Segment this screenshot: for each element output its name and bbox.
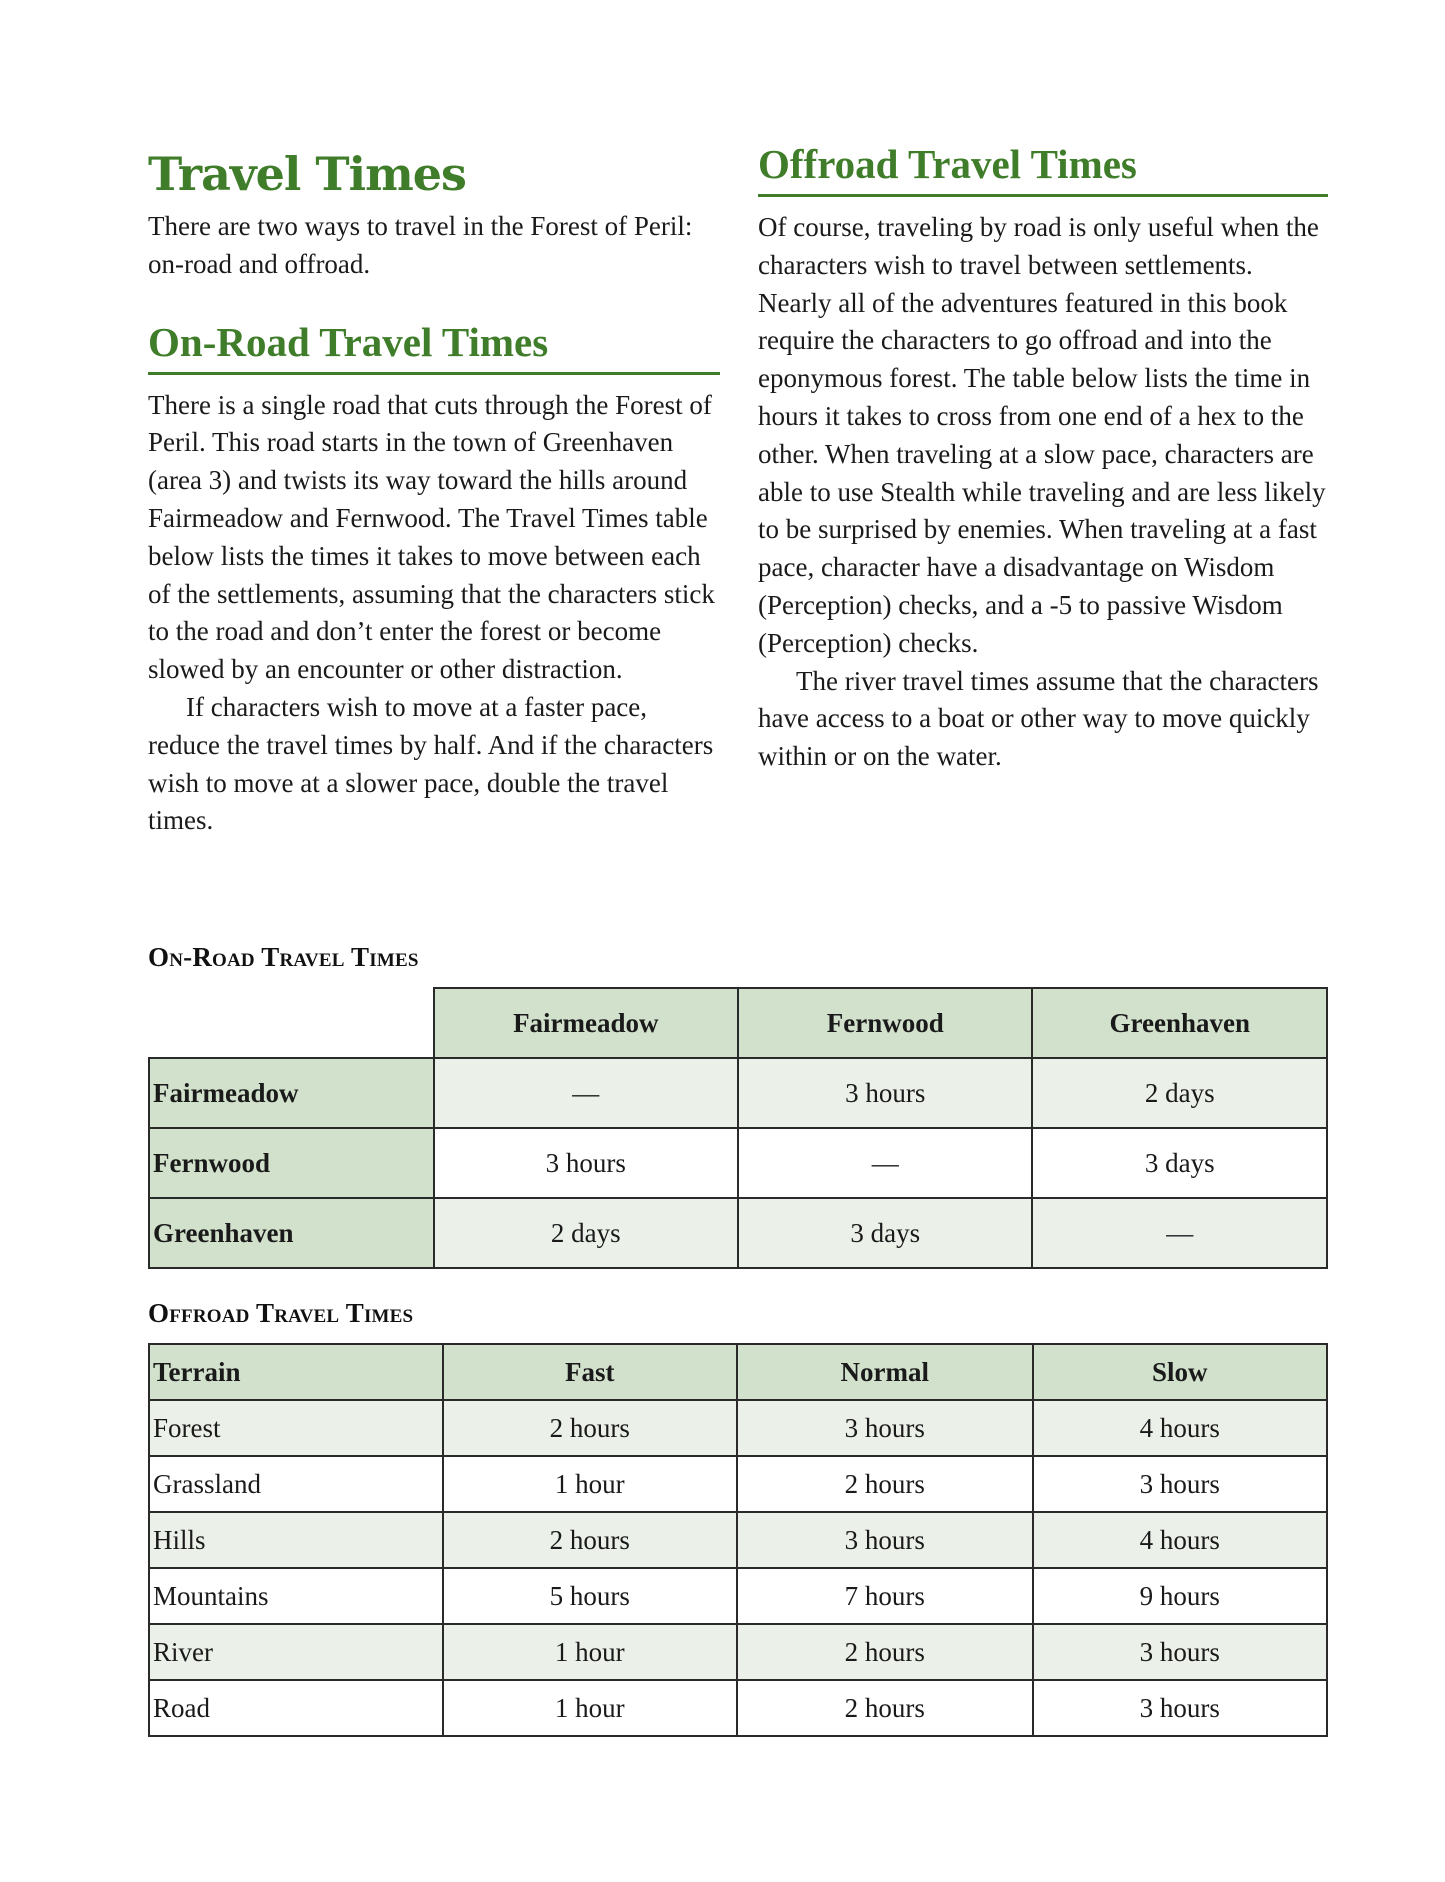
table-cell: 9 hours [1033,1568,1327,1624]
table-cell: 2 hours [737,1680,1033,1736]
table-cell: 5 hours [443,1568,737,1624]
table-cell: 3 days [1032,1128,1327,1198]
table-row [149,1198,1327,1268]
terrain-cell: Mountains [149,1568,443,1624]
onroad-section-heading: On-Road Travel Times [148,318,720,375]
onroad-table-caption: On-Road Travel Times [148,942,419,972]
table-row [149,1568,1327,1624]
onroad-paragraph-1: There is a single road that cuts through the Forest of Peril. This road starts in the town of Greenhaven (area 3) and twists its way toward the hills around Fairmeadow and Fernwood. The Travel Times table below lists the times it takes to move between each of the settlements, assuming that the characters stick to the road and don’t enter the forest or become slowed by an encounter or other distraction. [148,389,715,685]
row-header: Greenhaven [149,1198,434,1268]
table-header-row [149,988,1327,1058]
column-header: Terrain [149,1344,443,1400]
offroad-travel-table [148,1343,1328,1737]
page-title: Travel Times [148,147,466,201]
terrain-cell: Road [149,1680,443,1736]
terrain-cell: River [149,1624,443,1680]
right-column [758,140,1328,776]
intro-paragraph: There are two ways to travel in the Forest of Peril: on-road and offroad. [148,211,693,279]
onroad-paragraph-2: If characters wish to move at a faster pace, reduce the travel times by half. And if the characters wish to move at a slower pace, double the travel times. [148,691,714,836]
left-column [148,140,720,840]
table-cell: 3 hours [737,1400,1033,1456]
onroad-travel-table [148,987,1328,1269]
table-row [149,1512,1327,1568]
offroad-paragraph-1: Of course, traveling by road is only useful when the characters wish to travel between settlements. Nearly all of the adventures featured in this book require the characters to go offroad and into the eponymous forest. The table below lists the time in hours it takes to cross from one end of a hex to the other. When traveling at a slow pace, characters are able to use Stealth while traveling and are less likely to be surprised by enemies. When traveling at a fast pace, character have a disadvantage on Wisdom (Perception) checks, and a -5 to passive Wisdom (Perception) checks. [758,212,1326,658]
table-cell: — [1032,1198,1327,1268]
table-cell: 2 hours [443,1512,737,1568]
table-row [149,1400,1327,1456]
row-header: Fernwood [149,1128,434,1198]
table-cell: — [434,1058,738,1128]
column-header: Fairmeadow [434,988,738,1058]
offroad-table-caption: Offroad Travel Times [148,1298,414,1328]
column-header: Fernwood [738,988,1032,1058]
table-cell: 2 hours [737,1624,1033,1680]
column-header: Slow [1033,1344,1327,1400]
table-row [149,1680,1327,1736]
table-cell: — [738,1128,1032,1198]
offroad-section-heading: Offroad Travel Times [758,140,1328,197]
table-cell: 1 hour [443,1680,737,1736]
table-row [149,1128,1327,1198]
table-cell: 3 hours [434,1128,738,1198]
table-cell: 2 hours [443,1400,737,1456]
table-cell: 3 hours [1033,1680,1327,1736]
table-cell: 4 hours [1033,1400,1327,1456]
table-header-row [149,1344,1327,1400]
table-row [149,1624,1327,1680]
terrain-cell: Hills [149,1512,443,1568]
terrain-cell: Forest [149,1400,443,1456]
table-cell: 4 hours [1033,1512,1327,1568]
table-cell: 3 hours [1033,1456,1327,1512]
table-corner-cell [149,988,434,1058]
column-header: Greenhaven [1032,988,1327,1058]
table-cell: 2 days [1032,1058,1327,1128]
offroad-paragraph-2: The river travel times assume that the characters have access to a boat or other way to move quickly within or on the water. [758,665,1319,772]
table-cell: 1 hour [443,1456,737,1512]
table-cell: 2 hours [737,1456,1033,1512]
table-cell: 2 days [434,1198,738,1268]
table-cell: 3 days [738,1198,1032,1268]
table-row [149,1058,1327,1128]
table-cell: 3 hours [1033,1624,1327,1680]
table-cell: 7 hours [737,1568,1033,1624]
column-header: Normal [737,1344,1033,1400]
table-cell: 3 hours [737,1512,1033,1568]
table-cell: 1 hour [443,1624,737,1680]
column-header: Fast [443,1344,737,1400]
table-cell: 3 hours [738,1058,1032,1128]
terrain-cell: Grassland [149,1456,443,1512]
row-header: Fairmeadow [149,1058,434,1128]
table-row [149,1456,1327,1512]
